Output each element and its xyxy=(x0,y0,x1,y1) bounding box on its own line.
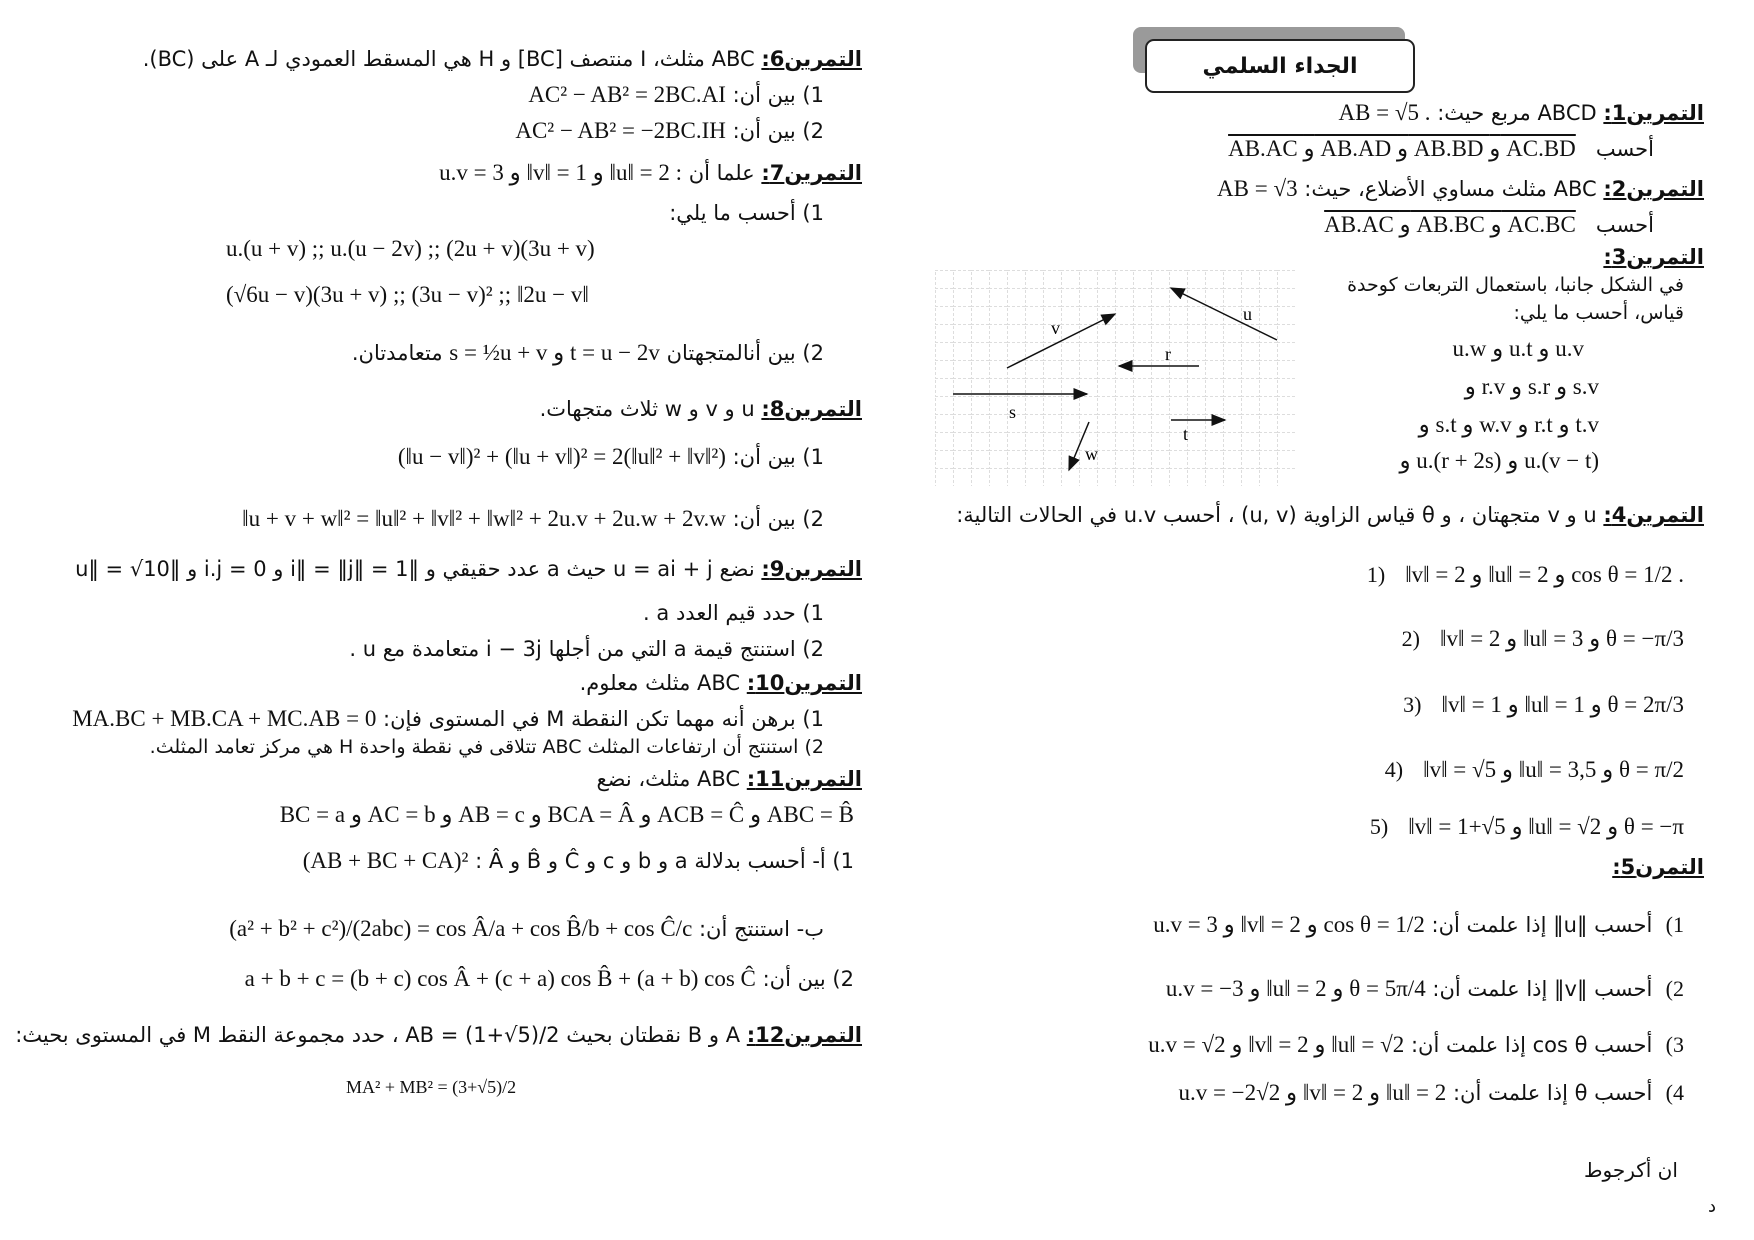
page-title: الجداء السلمي xyxy=(1145,39,1415,93)
ex7-row2-math: (√6u − v)(3u + v) ;; (3u − v)² ;; ‖2u − v‖ xyxy=(226,282,589,307)
ex1-math: AB = √5 . xyxy=(1338,100,1431,125)
ex2-list: AB.AC و AB.BC و AC.BC xyxy=(1324,212,1576,237)
ex6-q2-label: 2) بين أن: xyxy=(732,119,824,143)
ex4-item-4-num: 4) xyxy=(1384,757,1404,782)
ex7-q2-label: 2) بين أنالمتجهتان xyxy=(666,341,824,365)
ex4-item-1-math: ‖v‖ = 2 و ‖u‖ = 2 و cos θ = 1/2 . xyxy=(1405,562,1684,587)
vector-r-label: r xyxy=(1165,344,1171,364)
ex4-text: u و v متجهتان ، و θ قياس الزاوية (u, v) ، أحسب u.v في الحالات التالية: xyxy=(956,503,1597,527)
vector-w-label: w xyxy=(1085,444,1098,464)
ex2-heading: التمرين2: xyxy=(1603,177,1704,201)
ex8-q2-math: ‖u + v + w‖² = ‖u‖² + ‖v‖² + ‖w‖² + 2u.v + 2u.w + 2v.w xyxy=(242,506,726,531)
ex10-q1-math: MA.BC + MB.CA + MC.AB = 0 xyxy=(72,706,377,731)
ex8-q1-label: 1) بين أن: xyxy=(732,445,824,469)
ex6-q1-label: 1) بين أن: xyxy=(732,83,824,107)
ex7-math: u.v = 3 و ‖v‖ = 1 و ‖u‖ = 2 : xyxy=(439,160,683,185)
ex11-heading: التمرين11: xyxy=(746,767,862,791)
ex3-list3 xyxy=(1419,412,1599,438)
ex3-text1: في الشكل جانبا، باستعمال التربعات كوحدة xyxy=(1347,274,1684,296)
ex4-item-3-math: ‖v‖ = 1 و ‖u‖ = 1 و θ = 2π/3 xyxy=(1441,692,1684,717)
ex5-item-1 xyxy=(1153,912,1684,938)
ex5-item-4-math: u.v = −2√2 و ‖v‖ = 2 و ‖u‖ = 2 xyxy=(1178,1080,1447,1105)
ex6-statement xyxy=(143,46,862,72)
ex9-heading: التمرين9: xyxy=(761,557,862,581)
ex4-heading: التمرين4: xyxy=(1603,503,1704,527)
ex5-item-1-text: أحسب ‖u‖ إذا علمت أن: xyxy=(1431,913,1653,937)
ex5-heading-line xyxy=(1612,854,1704,880)
ex3-list1 xyxy=(1453,336,1584,362)
ex7-row1 xyxy=(226,236,595,262)
ex11-qb-label: ب- استنتج أن: xyxy=(698,917,824,941)
ex8-q2-label: 2) بين أن: xyxy=(732,507,824,531)
ex10-heading: التمرين10: xyxy=(746,671,862,695)
ex11-q2-math: a + b + c = (b + c) cos Â + (c + a) cos B̂ + (a + b) cos Ĉ xyxy=(244,966,756,991)
ex5-item-3-math: u.v = √2 و ‖v‖ = 2 و ‖u‖ = √2 xyxy=(1148,1032,1405,1057)
ex12-heading: التمرين12: xyxy=(746,1023,862,1047)
ex9-text: نضع u = ai + j حيث a عدد حقيقي و ‖i‖ = ‖j‖ = 1 و i.j = 0 و ‖u‖ = √10 xyxy=(75,557,755,581)
ex4-item-3-num: 3) xyxy=(1403,692,1422,717)
ex4-item-5-math: ‖v‖ = 1+√5 و ‖u‖ = √2 و θ = −π xyxy=(1408,814,1684,839)
ex6-q1-math: AC² − AB² = 2BC.AI xyxy=(528,82,726,107)
ex7-text: علما أن xyxy=(688,161,755,185)
ex4-item-2-math: ‖v‖ = 2 و ‖u‖ = 3 و θ = −π/3 xyxy=(1440,626,1684,651)
vector-t-label: t xyxy=(1183,424,1189,444)
ex11-statement xyxy=(596,766,862,792)
ex12-eq xyxy=(346,1074,516,1101)
ex11-def xyxy=(280,802,854,828)
ex4-item-5 xyxy=(1370,814,1684,840)
ex1-compute-label: أحسب xyxy=(1595,137,1654,161)
ex2-text: ABC مثلث مساوي الأضلاع، حيث: xyxy=(1304,177,1597,201)
ex5-item-2 xyxy=(1166,976,1684,1002)
ex11-def-math: BC = a و AC = b و AB = c و BCA = Â و ACB = Ĉ و ABC = B̂ xyxy=(279,802,854,827)
ex6-q1 xyxy=(528,82,824,108)
ex5-item-3-num: 3) xyxy=(1665,1032,1684,1057)
ex3-list2-text: و r.v و s.r و s.v xyxy=(1464,374,1599,399)
ex12-eq-math: MA² + MB² = (3+√5)/2 xyxy=(346,1077,517,1097)
ex11-q1-label: 1) أ- أحسب بدلالة a و b و c و Ĉ و B̂ و Â : xyxy=(475,849,854,873)
vector-grid-figure xyxy=(935,270,1295,486)
ex4-item-4 xyxy=(1385,757,1684,783)
ex11-text: ABC مثلث، نضع xyxy=(596,767,741,791)
ex5-item-1-math: u.v = 3 و ‖v‖ = 2 و cos θ = 1/2 xyxy=(1153,912,1425,937)
ex7-q2-end: متعامدتان. xyxy=(351,341,443,365)
ex4-statement xyxy=(956,502,1704,528)
ex3-list4-text: و u.(r + 2s) و u.(v − t) xyxy=(1399,448,1599,473)
ex1-heading: التمرين1: xyxy=(1603,101,1704,125)
ex11-q2 xyxy=(245,966,854,992)
title-banner xyxy=(1133,27,1405,87)
ex4-item-1 xyxy=(1367,562,1684,588)
ex5-item-1-num: 1) xyxy=(1665,912,1684,937)
ex4-item-2 xyxy=(1402,626,1684,652)
ex5-item-3 xyxy=(1148,1032,1684,1058)
ex9-statement xyxy=(75,556,862,582)
ex1-statement xyxy=(1338,100,1704,126)
ex10-q1 xyxy=(72,706,824,732)
ex5-heading: التمرن5: xyxy=(1612,855,1704,879)
ex11-q1-math: (AB + BC + CA)² xyxy=(302,848,469,873)
ex6-q2 xyxy=(515,118,824,144)
vector-u-label: u xyxy=(1243,304,1252,324)
ex6-q2-math: AC² − AB² = −2BC.IH xyxy=(515,118,726,143)
ex1-text: ABCD مربع حيث: xyxy=(1437,101,1597,125)
ex1-compute xyxy=(1228,136,1654,162)
ex4-item-3 xyxy=(1403,692,1684,718)
ex7-heading: التمرين7: xyxy=(761,161,862,185)
ex5-item-3-text: أحسب cos θ إذا علمت أن: xyxy=(1410,1033,1653,1057)
footer-mark: د xyxy=(1708,1196,1717,1217)
ex10-text: ABC مثلث معلوم. xyxy=(579,671,741,695)
ex10-q2: 2) استنتج أن ارتفاعات المثلث ABC تتلاقى في نقطة واحدة H هي مركز تعامد المثلث. xyxy=(149,736,824,758)
ex8-q2 xyxy=(242,506,824,532)
ex12-text: A و B نقطتان بحيث AB = (1+√5)/2 ، حدد مجموعة النقط M في المستوى بحيث: xyxy=(15,1023,741,1047)
grid-lines xyxy=(935,270,1295,486)
ex11-qb xyxy=(229,916,824,942)
ex9-q1: 1) حدد قيم العدد a . xyxy=(643,601,824,625)
ex3-list3-text: و s.t و w.v و r.t و t.v xyxy=(1418,412,1599,437)
ex7-row1-math: u.(u + v) ;; u.(u − 2v) ;; (2u + v)(3u + v) xyxy=(226,236,595,261)
ex7-q2-math: s = ½u + v و t = u − 2v xyxy=(449,340,660,365)
ex1-list: AB.AC و AB.AD و AB.BD و AC.BD xyxy=(1228,136,1576,161)
ex11-q1 xyxy=(303,848,854,874)
ex4-item-2-num: 2) xyxy=(1401,626,1420,651)
ex5-item-4-text: أحسب θ إذا علمت أن: xyxy=(1452,1081,1653,1105)
ex3-list2 xyxy=(1465,374,1599,400)
ex9-q2: 2) استنتج قيمة a التي من أجلها i − 3j متعامدة مع u . xyxy=(349,637,824,661)
ex5-item-2-text: أحسب ‖v‖ إذا علمت أن: xyxy=(1432,977,1653,1001)
ex7-row2 xyxy=(226,282,589,308)
ex6-heading: التمرين6: xyxy=(761,47,862,71)
ex2-statement xyxy=(1217,176,1704,202)
ex5-item-4 xyxy=(1178,1080,1684,1106)
ex7-q1: 1) أحسب ما يلي: xyxy=(669,201,824,225)
ex5-item-4-num: 4) xyxy=(1665,1080,1684,1105)
ex10-statement xyxy=(580,670,862,696)
ex2-compute-label: أحسب xyxy=(1595,213,1654,237)
ex8-q1-math: (‖u − v‖)² + (‖u + v‖)² = 2(‖u‖² + ‖v‖²) xyxy=(397,444,726,469)
ex11-q2-label: 2) بين أن: xyxy=(762,967,854,991)
vector-s-label: s xyxy=(1009,402,1017,422)
ex5-item-2-num: 2) xyxy=(1665,976,1684,1001)
ex4-item-1-num: 1) xyxy=(1366,562,1386,587)
ex7-q2 xyxy=(352,340,824,366)
ex3-list1-text: u.w و u.t و u.v xyxy=(1452,336,1584,361)
author-name: ان أكرجوط xyxy=(1584,1158,1678,1182)
ex8-heading: التمرين8: xyxy=(761,397,862,421)
ex5-item-2-math: u.v = −3 و ‖u‖ = 2 و θ = 5π/4 xyxy=(1165,976,1426,1001)
ex3-text2: قياس، أحسب ما يلي: xyxy=(1513,302,1684,324)
ex11-qb-math: (a² + b² + c²)/(2abc) = cos Â/a + cos B̂/b + cos Ĉ/c xyxy=(229,916,693,941)
ex3-heading-line xyxy=(1603,244,1704,270)
ex8-statement xyxy=(540,396,862,422)
ex8-text: u و v و w ثلاث متجهات. xyxy=(539,397,755,421)
ex7-statement xyxy=(439,160,862,186)
ex4-item-4-math: ‖v‖ = √5 و ‖u‖ = 3,5 و θ = π/2 xyxy=(1423,757,1684,782)
ex3-heading: التمرين3: xyxy=(1603,245,1704,269)
ex10-q1-label: 1) برهن أنه مهما تكن النقطة M في المستوى فإن: xyxy=(383,707,824,731)
ex4-item-5-num: 5) xyxy=(1369,814,1389,839)
ex3-list4 xyxy=(1399,448,1599,474)
ex12-statement xyxy=(15,1022,862,1048)
ex8-q1 xyxy=(398,444,824,470)
ex2-math: AB = √3 xyxy=(1217,176,1298,201)
ex2-compute xyxy=(1324,212,1654,238)
ex6-text: ABC مثلث، I منتصف [BC] و H هي المسقط العمودي لـ A على (BC). xyxy=(142,47,755,71)
vector-v-label: v xyxy=(1051,318,1060,338)
